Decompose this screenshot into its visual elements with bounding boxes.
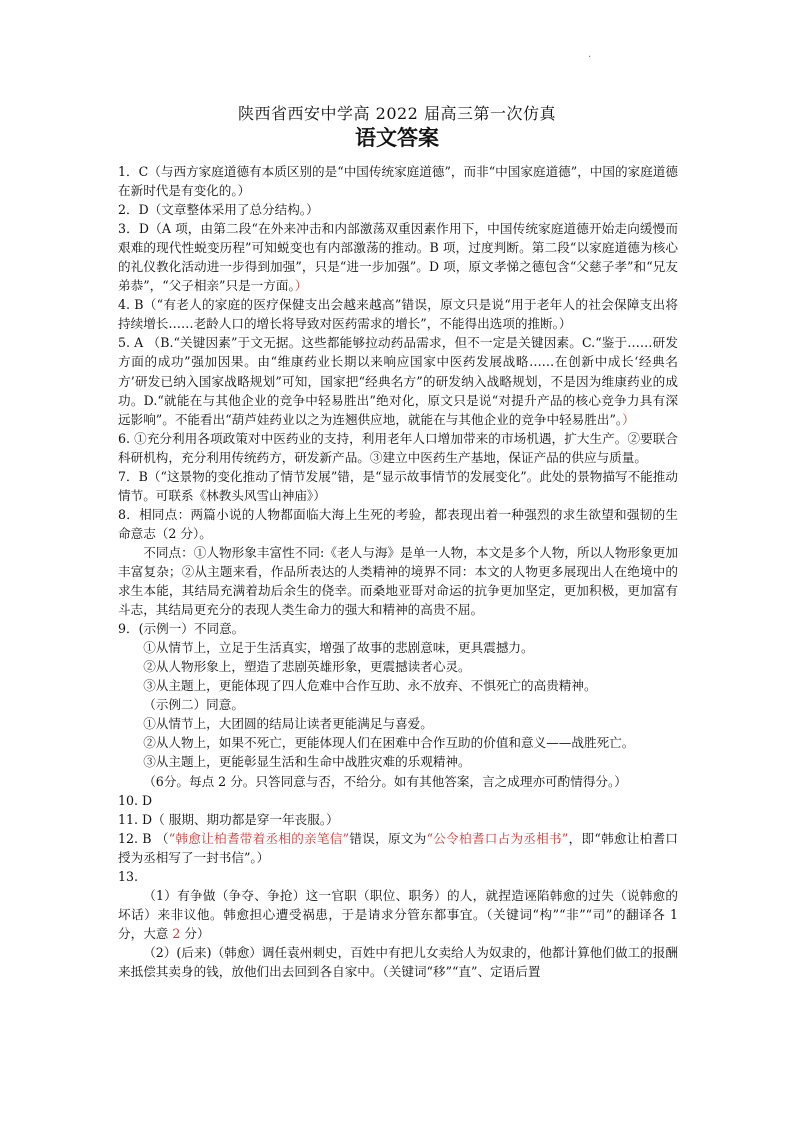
answer-9-point-4: ①从情节上，大团圆的结局让读者更能满足与喜爱。 (143, 716, 433, 732)
answer-9-point-5: ②从人物上，如果不死亡，更能体现人们在困难中合作互助的价值和意义——战胜死亡。 (143, 735, 635, 751)
answer-9-point-2: ②从人物形象上，塑造了悲剧英雄形象，更震撼读者心灵。 (143, 659, 471, 675)
answer-12-quote-wrong: “韩愈让柏耆带着丞相的亲笔信” (168, 830, 350, 846)
answer-3 (118, 219, 678, 295)
answer-12-mid: 错误，原文为 (349, 830, 427, 846)
answer-8-diff: 不同点：①人物形象丰富性不同:《老人与海》是单一人物，本文是多个人物，所以人物形象更加丰富复杂；②从主题来看，作品所表达的人类精神的境界不同：本文的人物更多展现出人在绝境中的求生本能，其结局充满着劫后余生的侥幸。而桑地亚哥对命运的抗争更加坚定，更加积极，更加富有斗志，其结局更充分的表现人类生命力的强大和精神的高贵不屈。 (118, 544, 678, 618)
answer-12-quote-original: “公令柏耆口占为丞相书” (426, 830, 569, 846)
answer-9-head: 9．(示例一）不同意。 (118, 621, 245, 637)
answer-8-same: 8．相同点：两篇小说的人物都面临大海上生死的考验，都表现出着一种强烈的求生欲望和强韧的生命意志（2 分）。 (118, 506, 678, 541)
answer-9-point-6: ③从主题上，更能彰显生活和生命中战胜灾难的乐观精神。 (143, 754, 471, 770)
answer-4: 4. B（“有老人的家庭的医疗保健支出会越来越高”错误，原文只是说“用于老年人的社会保障支出将持续增长……老龄人口的增长将导致对医药需求的增长”，不能得出选项的推断。） (118, 297, 678, 332)
answer-13-part-1 (118, 886, 678, 943)
answer-6: 6. ①充分利用各项政策对中医药业的支持，利用老年人口增加带来的市场机遇，扩大生产。②要联合科研机构，充分利用传统药方，研发新产品。③建立中医药生产基地，保证产品的供应与质量。 (118, 430, 678, 465)
answer-13-part-1-text: （1）有争做（争夺、争抢）这一官职（职位、职务）的人，就捏造诬陷韩愈的过失（说韩愈的坏话）来非议他。韩愈担心遭受祸患，于是请求分管东都事宜。（关键词“构”“非”“司”的翻译各 1 分，大意 (118, 887, 678, 941)
answer-9-point-1: ①从情节上，立足于生活真实，增强了故事的悲剧意味，更具震撼力。 (143, 640, 534, 656)
answer-11: 11. D（ 服期、期功都是穿一年丧服。） (118, 811, 339, 827)
document-title: 陕西省西安中学高 2022 届高三第一次仿真 (238, 104, 556, 123)
answer-5-text: 5. A （B.“关键因素”于文无据。这些都能够拉动药品需求，但不一定是关键因素。C.“鉴于……研发方面的成功”强加因果。由“维康药业长期以来响应国家中医药发展战略……在创新中成长‘经典名方’研发已纳入国家战略规划”可知，国家把“经典名方”的研发纳入战略规划，不是因为维康药业的成功。D.“就能在与其他企业的竞争中轻易胜出”绝对化，原文只是说“对提升产品的核心竞争力具有深远影响”。不能看出“葫芦娃药业以之为连翘供应地，就能在与其他企业的竞争中轻易胜出”。 (118, 335, 678, 427)
answer-13-part-1-score: 2 (172, 925, 181, 941)
answer-body (118, 162, 678, 981)
answer-9-example-2: （示例二）同意。 (143, 697, 244, 713)
answer-12-tail: ，即“韩愈让柏耆口授为丞相写了一封书信”。） (118, 830, 678, 865)
answer-3-text: 3．D（A 项，由第二段“在外来冲击和内部激荡双重因素作用下，中国传统家庭道德开始走向缓慢而艰难的现代性蜕变历程”可知蜕变也有内部激荡的推动。B 项，过度判断。第二段“以家庭道德为核心的礼仪教化活动进一步得到加强”，只是“进一步加强”。D 项，原文孝悌之德包含“父慈子孝”和“兄友弟恭”，“父子相亲”只是一方面。 (118, 221, 678, 294)
answer-13-part-1-tail: 分） (180, 925, 210, 941)
answer-12-lead: 12. B （ (118, 830, 169, 846)
answer-5 (118, 333, 678, 428)
answer-13-head: 13. (118, 868, 139, 884)
answer-2: 2．D（文章整体采用了总分结构。） (118, 202, 319, 218)
answer-1: 1．C（与西方家庭道德有本质区别的是“中国传统家庭道德”，而非“中国家庭道德”，中国的家庭道德在新时代是有变化的。） (118, 164, 678, 199)
answer-9-scoring: （6分。每点 2 分。只答同意与否，不给分。如有其他答案，言之成理亦可酌情得分。） (143, 773, 627, 789)
answer-7: 7．B（“这景物的变化推动了情节发展”错，是“显示故事情节的发展变化”。此处的景物描写不能推动情节。可联系《林教头风雪山神庙》） (118, 468, 678, 503)
page-dot: · (588, 52, 592, 63)
document-subtitle: 语文答案 (355, 126, 439, 150)
answer-13-part-2: （2）(后来)（韩愈）调任袁州刺史，百姓中有把儿女卖给人为奴隶的，他都计算他们做工的报酬来抵偿其卖身的钱，放他们出去回到各自家中。（关键词“移”“直”、定语后置 (118, 944, 678, 979)
answer-9-point-3: ③从主题上，更能体现了四人危难中合作互助、永不放弃、不惧死亡的高贵精神。 (143, 678, 597, 694)
answer-5-close: ） (622, 411, 635, 427)
answer-3-close: ） (294, 278, 308, 294)
answer-12 (118, 829, 678, 867)
answer-10: 10. D (118, 792, 153, 808)
